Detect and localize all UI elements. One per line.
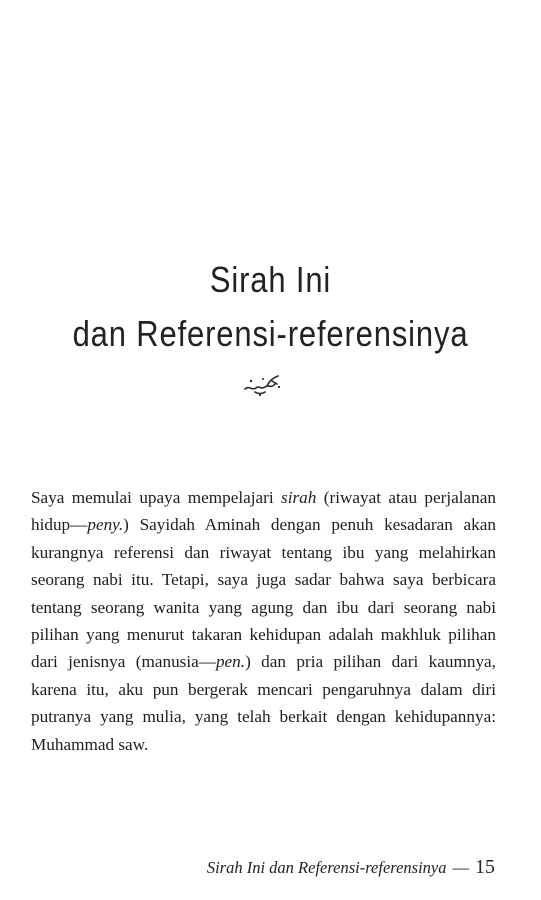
body-paragraph [31, 484, 496, 758]
italic-abbr-peny: peny. [87, 515, 124, 535]
running-title: Sirah Ini dan Referensi-referensinya [206, 858, 447, 877]
text-run: Saya memulai upaya mempelajari [31, 488, 282, 507]
text-run: ) Sayidah Aminah dengan penuh kesadaran akan kurangnya referensi dan riwayat tentang ibu yang melahirkan seorang nabi itu. Tetapi, saya juga sadar bahwa saya berbicara tentang seorang wanita yang agung dan ibu dari seorang nabi pilihan yang menurut takaran kehidupan adalah makhluk pilihan dari jenisnya (manusia— [31, 515, 496, 672]
chapter-title-line-1: Sirah Ini [209, 259, 332, 300]
calligraphy-ornament-icon [243, 372, 283, 398]
italic-term-sirah: sirah [281, 488, 317, 507]
page-number: 15 [475, 856, 495, 878]
footer-dash: — [452, 858, 469, 877]
italic-abbr-pen: pen. [215, 652, 246, 672]
page-footer [207, 856, 495, 879]
chapter-title-line-2: dan Referensi-referensinya [72, 313, 469, 354]
text-run: (riwayat atau perjalanan hidup— [31, 488, 496, 535]
paragraph-text [31, 484, 496, 758]
text-run: ) dan pria pilihan dari kaumnya, karena itu, aku pun bergerak mencari pengaruhnya dalam diri putranya yang mulia, yang telah berkait dengan kehidupannya: Muhammad saw. [31, 652, 496, 754]
